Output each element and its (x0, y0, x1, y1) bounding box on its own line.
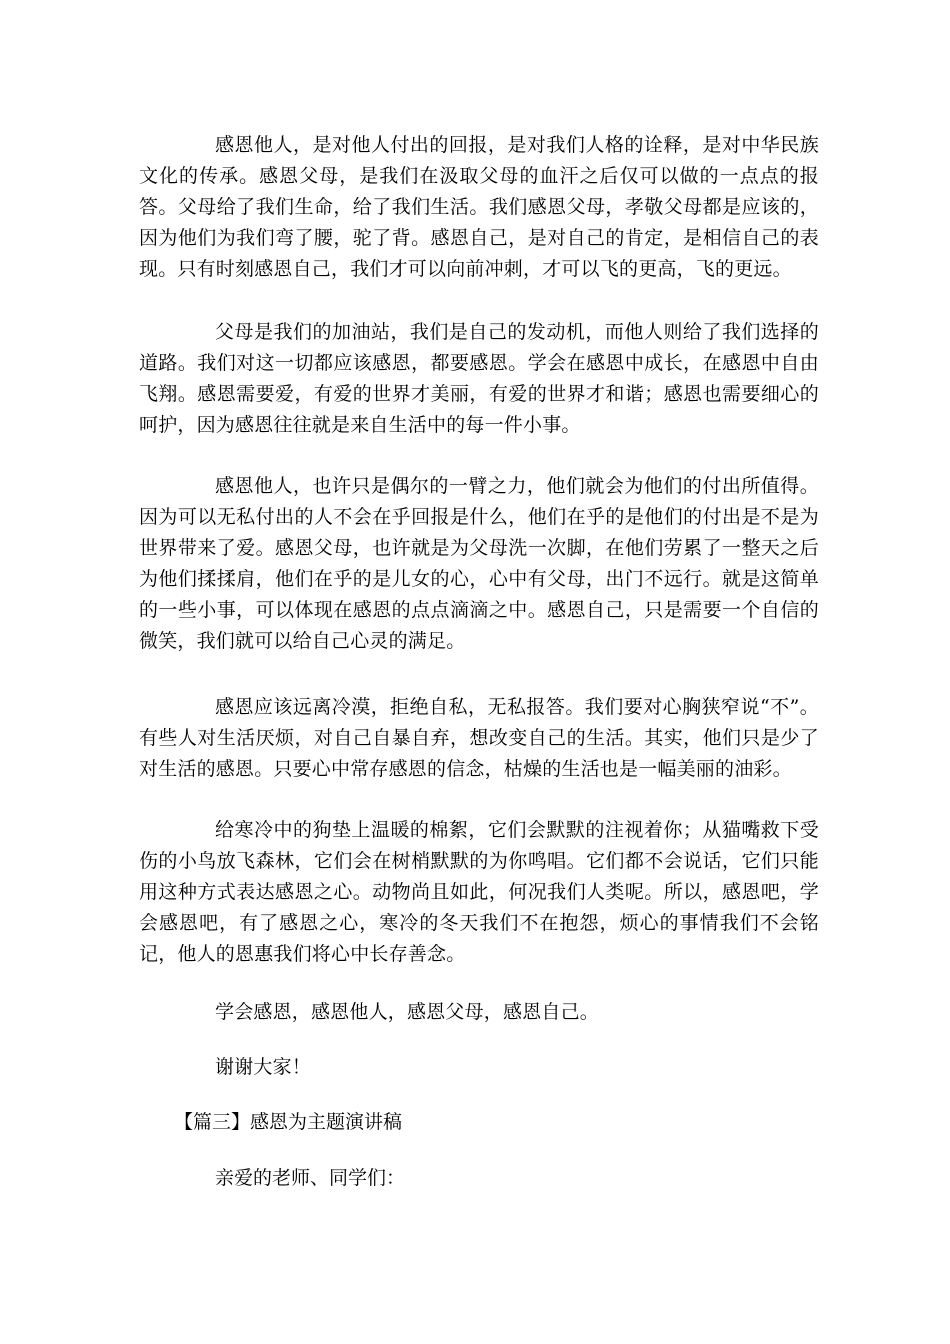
paragraph-2: 父母是我们的加油站，我们是自己的发动机，而他人则给了我们选择的道路。我们对这一切都应该感恩，都要感恩。学会在感恩中成长，在感恩中自由飞翔。感恩需要爱，有爱的世界才美丽，有爱的世界才和谐；感恩也需要细心的呵护，因为感恩往往就是来自生活中的每一件小事。 (139, 321, 819, 436)
paragraph-1: 感恩他人，是对他人付出的回报，是对我们人格的诠释，是对中华民族文化的传承。感恩父母，是我们在汲取父母的血汗之后仅可以做的一点点的报答。父母给了我们生命，给了我们生活。我们感恩父母，孝敬父母都是应该的，因为他们为我们弯了腰，驼了背。感恩自己，是对自己的肯定，是相信自己的表现。只有时刻感恩自己，我们才可以向前冲刺，才可以飞的更高，飞的更远。 (139, 134, 819, 280)
closing-thanks: 谢谢大家！ (215, 1056, 312, 1078)
section-heading: 【篇三】感恩为主题演讲稿 (174, 1111, 403, 1133)
greeting-line: 亲爱的老师、同学们： (215, 1167, 406, 1189)
paragraph-3: 感恩他人，也许只是偶尔的一臂之力，他们就会为他们的付出所值得。因为可以无私付出的人不会在乎回报是什么，他们在乎的是他们的付出是不是为世界带来了爱。感恩父母，也许就是为父母洗一次脚，在他们劳累了一整天之后为他们揉揉肩，他们在乎的是儿女的心，心中有父母，出门不远行。就是这简单的一些小事，可以体现在感恩的点点滴滴之中。感恩自己，只是需要一个自信的微笑，我们就可以给自己心灵的满足。 (139, 475, 819, 652)
paragraph-5: 给寒冷中的狗垫上温暖的棉絮，它们会默默的注视着你；从猫嘴救下受伤的小鸟放飞森林，它们会在树梢默默的为你鸣唱。它们都不会说话，它们只能用这种方式表达感恩之心。动物尚且如此，何况我们人类呢。所以，感恩吧，学会感恩吧，有了感恩之心，寒冷的冬天我们不在抱怨，烦心的事情我们不会铭记，他人的恩惠我们将心中长存善念。 (139, 819, 819, 965)
paragraph-4: 感恩应该远离冷漠，拒绝自私，无私报答。我们要对心胸狭窄说“不”。有些人对生活厌烦，对自己自暴自弃，想改变自己的生活。其实，他们只是少了对生活的感恩。只要心中常存感恩的信念，枯燥的生活也是一幅美丽的油彩。 (139, 696, 819, 780)
paragraph-6: 学会感恩，感恩他人，感恩父母，感恩自己。 (215, 1001, 600, 1023)
